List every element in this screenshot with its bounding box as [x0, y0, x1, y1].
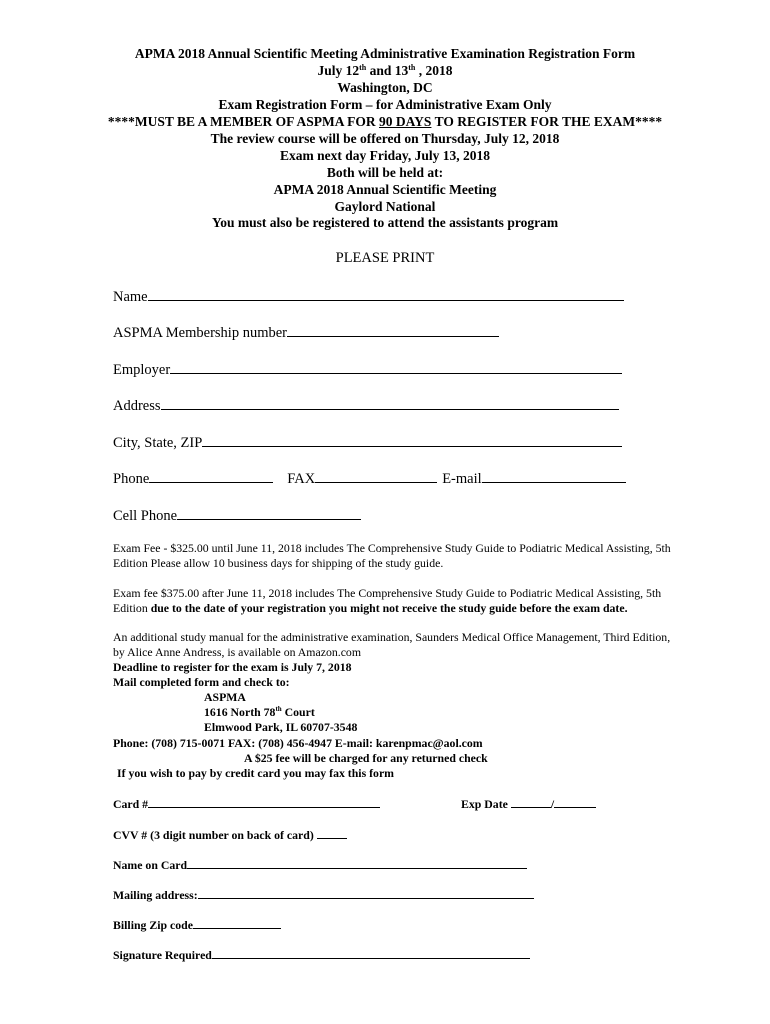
- exam-day-note: Exam next day Friday, July 13, 2018: [279, 148, 490, 163]
- mailing-street: [204, 705, 315, 720]
- city-state-zip-input-line[interactable]: [202, 432, 622, 447]
- deadline-text: Deadline to register for the exam is July 7, 2018: [113, 660, 352, 674]
- cell-phone-input-line[interactable]: [177, 505, 361, 520]
- form-title: APMA 2018 Annual Scientific Meeting Administrative Examination Registration Form: [134, 46, 636, 61]
- fax-label: FAX: [287, 471, 316, 487]
- billing-zip-field: [113, 917, 281, 933]
- contact-line: Phone: (708) 715-0071 FAX: (708) 456-4947 E-mail: karenpmac@aol.com: [113, 736, 483, 750]
- city: Washington, DC: [337, 80, 433, 95]
- card-number-input-line[interactable]: [148, 796, 380, 808]
- mailing-city: Elmwood Park, IL 60707-3548: [204, 720, 358, 734]
- address-input-line[interactable]: [161, 395, 619, 410]
- billing-zip-input-line[interactable]: [193, 917, 281, 929]
- both-held-note: Both will be held at:: [326, 165, 444, 180]
- mailing-address-input-line[interactable]: [198, 887, 534, 899]
- exp-date-field: [461, 796, 596, 812]
- date-text-mid: and 13: [366, 63, 409, 78]
- study-manual-text: An additional study manual for the administrative examination, Saunders Medical Office Management, Third Edition, by Alice Anne Andress, is available on Amazon.com: [113, 630, 671, 659]
- returned-check-fee: A $25 fee will be charged for any returned check: [244, 751, 488, 765]
- email-label: E-mail: [442, 471, 482, 487]
- phone-input-line[interactable]: [149, 468, 273, 483]
- signature-input-line[interactable]: [212, 947, 530, 959]
- review-course-note: The review course will be offered on Thursday, July 12, 2018: [210, 131, 560, 146]
- assistants-program-note: You must also be registered to attend the assistants program: [211, 215, 559, 230]
- credit-card-note: If you wish to pay by credit card you may fax this form: [117, 766, 395, 780]
- name-on-card-input-line[interactable]: [187, 857, 527, 869]
- employer-label: Employer: [113, 362, 171, 378]
- address-label: Address: [113, 398, 161, 414]
- early-fee-text: Exam Fee - $325.00 until June 11, 2018 includes The Comprehensive Study Guide to Podiatric Medical Assisting, 5th Edition Please allow 10 business days for shipping of the study guide.: [113, 541, 671, 570]
- membership-requirement: [0, 114, 770, 131]
- cvv-label: CVV # (3 digit number on back of card): [113, 828, 317, 842]
- address-field: [113, 395, 619, 415]
- late-fee-warning: due to the date of your registration you might not receive the study guide before the exam date.: [150, 601, 628, 615]
- cell-phone-field: [113, 505, 361, 525]
- exp-date-label: Exp Date: [461, 797, 511, 811]
- membership-field: [113, 322, 499, 342]
- membership-requirement-post: TO REGISTER FOR THE EXAM****: [431, 114, 663, 129]
- membership-input-line[interactable]: [287, 322, 499, 337]
- membership-label: ASPMA Membership number: [113, 325, 287, 341]
- email-input-line[interactable]: [482, 468, 626, 483]
- date-suffix-2: th: [408, 63, 416, 72]
- membership-days: 90 DAYS: [379, 114, 432, 129]
- city-state-zip-label: City, State, ZIP: [113, 435, 203, 451]
- name-input-line[interactable]: [148, 286, 624, 301]
- exp-year-input-line[interactable]: [554, 796, 596, 808]
- name-field: [113, 286, 624, 306]
- signature-label: Signature Required: [113, 948, 212, 962]
- date-suffix-1: th: [359, 63, 367, 72]
- name-on-card-label: Name on Card: [113, 858, 188, 872]
- mailing-street-suffix: th: [275, 705, 282, 714]
- date-text-year: , 2018: [415, 63, 453, 78]
- mailing-street-pre: 1616 North 78: [204, 705, 276, 719]
- card-number-label: Card #: [113, 797, 149, 811]
- cell-phone-label: Cell Phone: [113, 508, 178, 524]
- card-number-field: [113, 796, 380, 812]
- exp-date-slash: /: [550, 797, 555, 811]
- meeting-name: APMA 2018 Annual Scientific Meeting: [273, 182, 497, 197]
- mailing-address-label: Mailing address:: [113, 888, 198, 902]
- membership-requirement-pre: ****MUST BE A MEMBER OF ASPMA FOR: [107, 114, 380, 129]
- phone-label: Phone: [113, 471, 150, 487]
- employer-input-line[interactable]: [170, 359, 622, 374]
- phone-fax-email-row: [113, 468, 626, 488]
- cvv-field: [113, 827, 347, 843]
- employer-field: [113, 359, 622, 379]
- mailing-address-field: [113, 887, 534, 903]
- name-on-card-field: [113, 857, 527, 873]
- form-type: Exam Registration Form – for Administrative Exam Only: [218, 97, 552, 112]
- date-text: July 12: [317, 63, 360, 78]
- please-print: PLEASE PRINT: [335, 250, 435, 266]
- signature-field: [113, 947, 530, 963]
- name-label: Name: [113, 289, 148, 305]
- venue-name: Gaylord National: [334, 199, 436, 214]
- exp-month-input-line[interactable]: [511, 796, 551, 808]
- fax-input-line[interactable]: [315, 468, 437, 483]
- late-fee-plain: Exam fee $375.00 after June 11, 2018 includes The Comprehensive Study Guide to Podiatric Medical Assisting, 5th Edition: [113, 586, 662, 615]
- mailing-org: ASPMA: [204, 690, 246, 704]
- mailing-street-post: Court: [281, 705, 315, 719]
- cvv-input-line[interactable]: [317, 827, 347, 839]
- exam-dates: [0, 63, 770, 80]
- mail-to-text: Mail completed form and check to:: [113, 675, 290, 689]
- late-fee-text: [113, 586, 673, 616]
- billing-zip-label: Billing Zip code: [113, 918, 193, 932]
- city-state-zip-field: [113, 432, 622, 452]
